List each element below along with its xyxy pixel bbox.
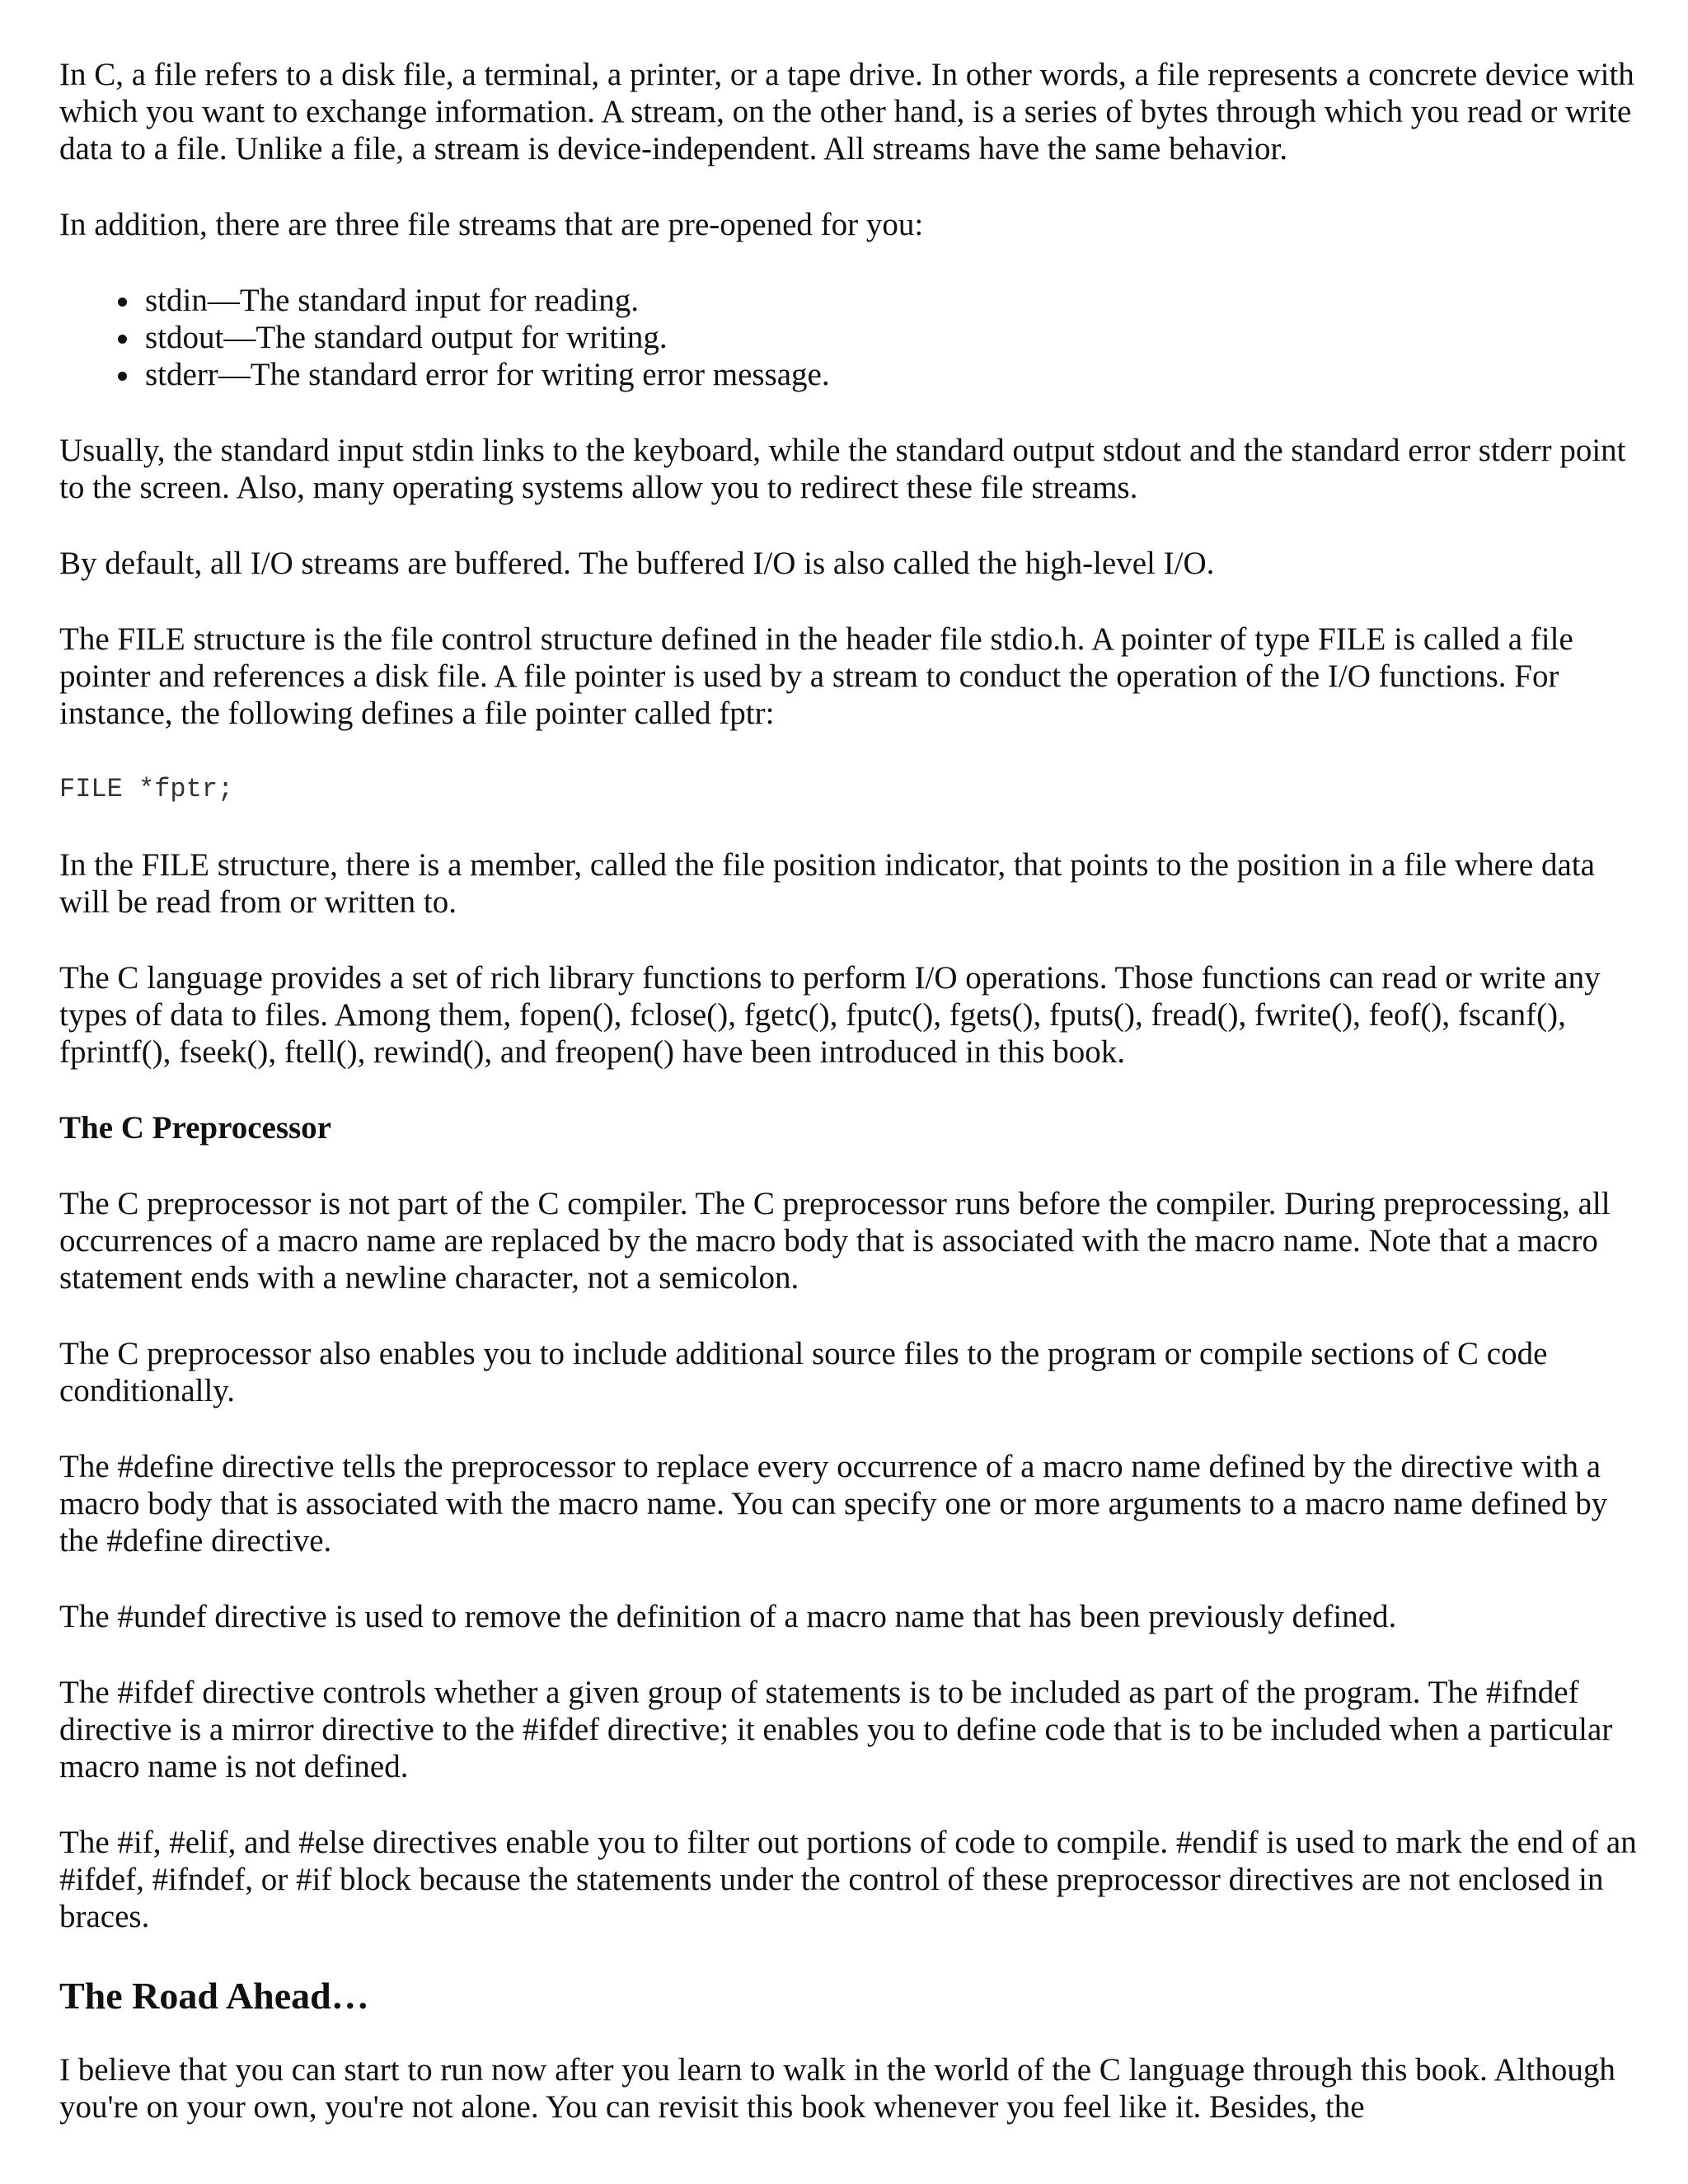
document-page <box>59 56 1642 2164</box>
paragraph-standard-streams: Usually, the standard input stdin links to the keyboard, while the standard output stdout and the standard error stderr point to the screen. Also, many operating systems allow you to redirect these file streams. <box>59 433 1626 505</box>
code-sample: FILE *fptr; <box>59 774 234 804</box>
paragraph-file-definition: In C, a file refers to a disk file, a terminal, a printer, or a tape drive. In other words, a file represents a concrete device with which you want to exchange information. A stream, on the other hand, is a series of bytes through which you read or write data to a file. Unlike a file, a stream is device-independent. All streams have the same behavior. <box>59 57 1634 166</box>
heading-road-ahead: The Road Ahead… <box>59 1975 369 2017</box>
paragraph-ifdef-directive: The #ifdef directive controls whether a given group of statements is to be included as part of the program. The #ifndef directive is a mirror directive to the #ifdef directive; it enables you to define code that is to be included when a particular macro name is not defined. <box>59 1675 1613 1784</box>
paragraph-road-ahead: I believe that you can start to run now after you learn to walk in the world of the C language through this book. Although you're on your own, you're not alone. You can revisit this book whenever you feel like it. Besides, the <box>59 2052 1615 2125</box>
paragraph-preprocessor-intro: The C preprocessor is not part of the C compiler. The C preprocessor runs before the compiler. During preprocessing, all occurrences of a macro name are replaced by the macro body that is associated with the macro name. Note that a macro statement ends with a newline character, not a semicolon. <box>59 1186 1611 1296</box>
paragraph-define-directive: The #define directive tells the preprocessor to replace every occurrence of a macro name defined by the directive with a macro body that is associated with the macro name. You can specify one or more arguments to a macro name defined by the #define directive. <box>59 1449 1608 1558</box>
list-item-stderr: • stderr—The standard error for writing error message. <box>142 356 1642 393</box>
list-item-stdout: • stdout—The standard output for writing. <box>142 319 1642 356</box>
list-item-stdin: • stdin—The standard input for reading. <box>142 282 1642 319</box>
paragraph-library-functions: The C language provides a set of rich library functions to perform I/O operations. Those functions can read or write any types of data to files. Among them, fopen(), fclose(), fgetc(), fputc(), fgets(), fputs(), fread(), fwrite(), feof(), fscanf(), fprintf(), fseek(), ftell(), rewind(), and freopen() have been introduced in this book. <box>59 960 1601 1070</box>
streams-list <box>59 282 1642 393</box>
heading-c-preprocessor: The C Preprocessor <box>59 1110 331 1146</box>
paragraph-file-structure: The FILE structure is the file control structure defined in the header file stdio.h. A pointer of type FILE is called a file pointer and references a disk file. A file pointer is used by a stream to conduct the operation of the I/O functions. For instance, the following defines a file pointer called fptr: <box>59 621 1573 731</box>
paragraph-preopened-streams: In addition, there are three file streams that are pre-opened for you: <box>59 207 924 242</box>
paragraph-undef-directive: The #undef directive is used to remove the definition of a macro name that has been previously defined. <box>59 1599 1397 1634</box>
paragraph-buffered-io: By default, all I/O streams are buffered. The buffered I/O is also called the high-level I/O. <box>59 546 1215 581</box>
paragraph-preprocessor-include: The C preprocessor also enables you to include additional source files to the program or compile sections of C code conditionally. <box>59 1336 1548 1408</box>
paragraph-if-elif-else-directives: The #if, #elif, and #else directives enable you to filter out portions of code to compile. #endif is used to mark the end of an #ifdef, #ifndef, or #if block because the statements under the control of these preprocessor directives are not enclosed in braces. <box>59 1825 1637 1934</box>
paragraph-file-position-indicator: In the FILE structure, there is a member, called the file position indicator, that points to the position in a file where data will be read from or written to. <box>59 847 1595 920</box>
